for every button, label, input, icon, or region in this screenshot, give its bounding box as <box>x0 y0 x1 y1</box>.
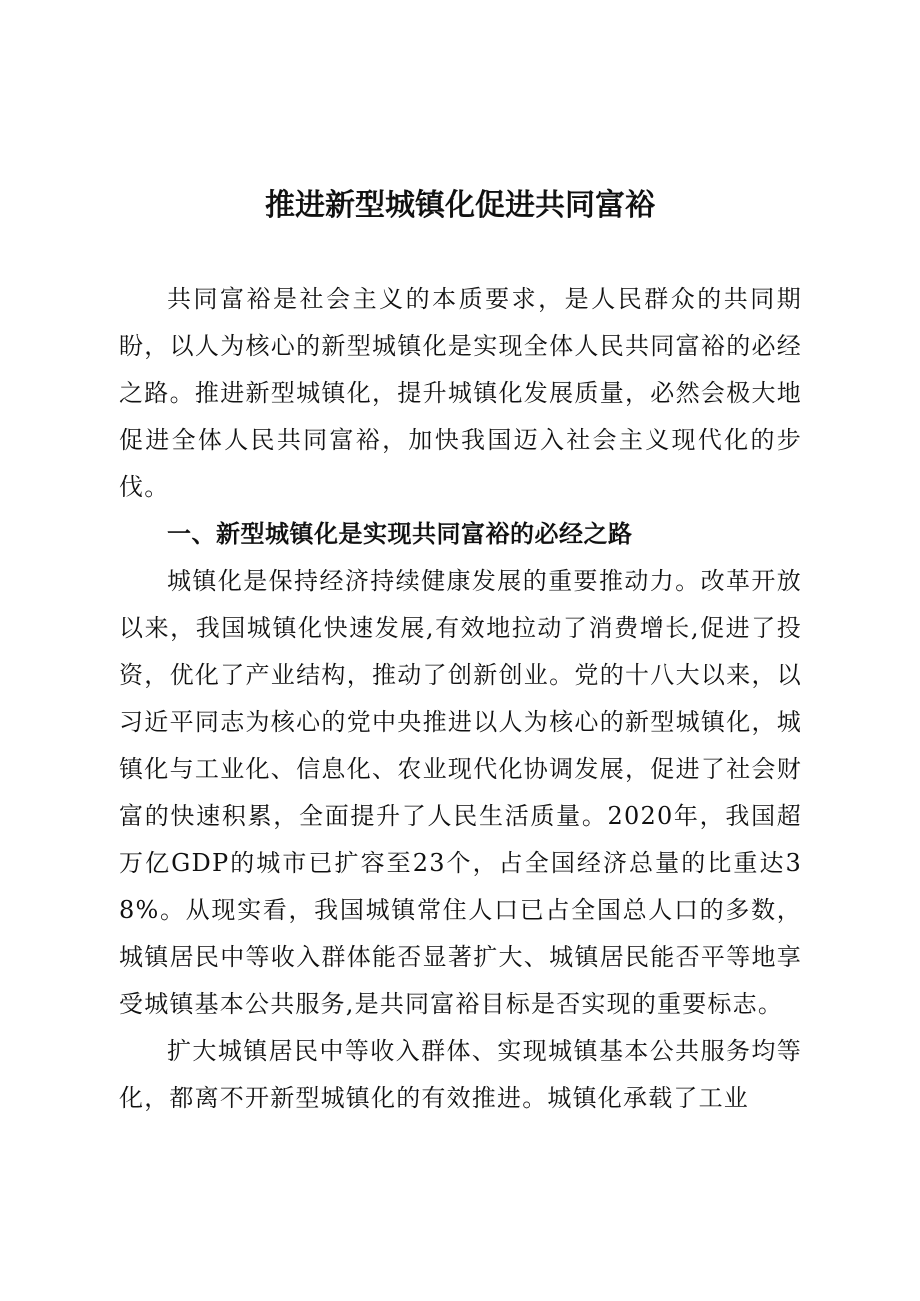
document-title: 推进新型城镇化促进共同富裕 <box>265 188 655 223</box>
document-body <box>119 276 802 1122</box>
section-paragraph-2: 扩大城镇居民中等收入群体、实现城镇基本公共服务均等化，都离不开新型城镇化的有效推进。城镇化承载了工业 <box>119 1037 802 1112</box>
section-paragraph-1: 城镇化是保持经济持续健康发展的重要推动力。改革开放以来，我国城镇化快速发展,有效地拉动了消费增长,促进了投资，优化了产业结构，推动了创新创业。党的十八大以来，以习近平同志为核心的党中央推进以人为核心的新型城镇化，城镇化与工业化、信息化、农业现代化协调发展，促进了社会财富的快速积累，全面提升了人民生活质量。2020年，我国超万亿GDP的城市已扩容至23个，占全国经济总量的比重达38%。从现实看，我国城镇常住人口已占全国总人口的多数，城镇居民中等收入群体能否显著扩大、城镇居民能否平等地享受城镇基本公共服务,是共同富裕目标是否实现的重要标志。 <box>119 567 802 1018</box>
intro-paragraph: 共同富裕是社会主义的本质要求，是人民群众的共同期盼，以人为核心的新型城镇化是实现全体人民共同富裕的必经之路。推进新型城镇化，提升城镇化发展质量，必然会极大地促进全体人民共同富裕，加快我国迈入社会主义现代化的步伐。 <box>119 285 802 501</box>
section-heading: 一、新型城镇化是实现共同富裕的必经之路 <box>167 520 633 548</box>
